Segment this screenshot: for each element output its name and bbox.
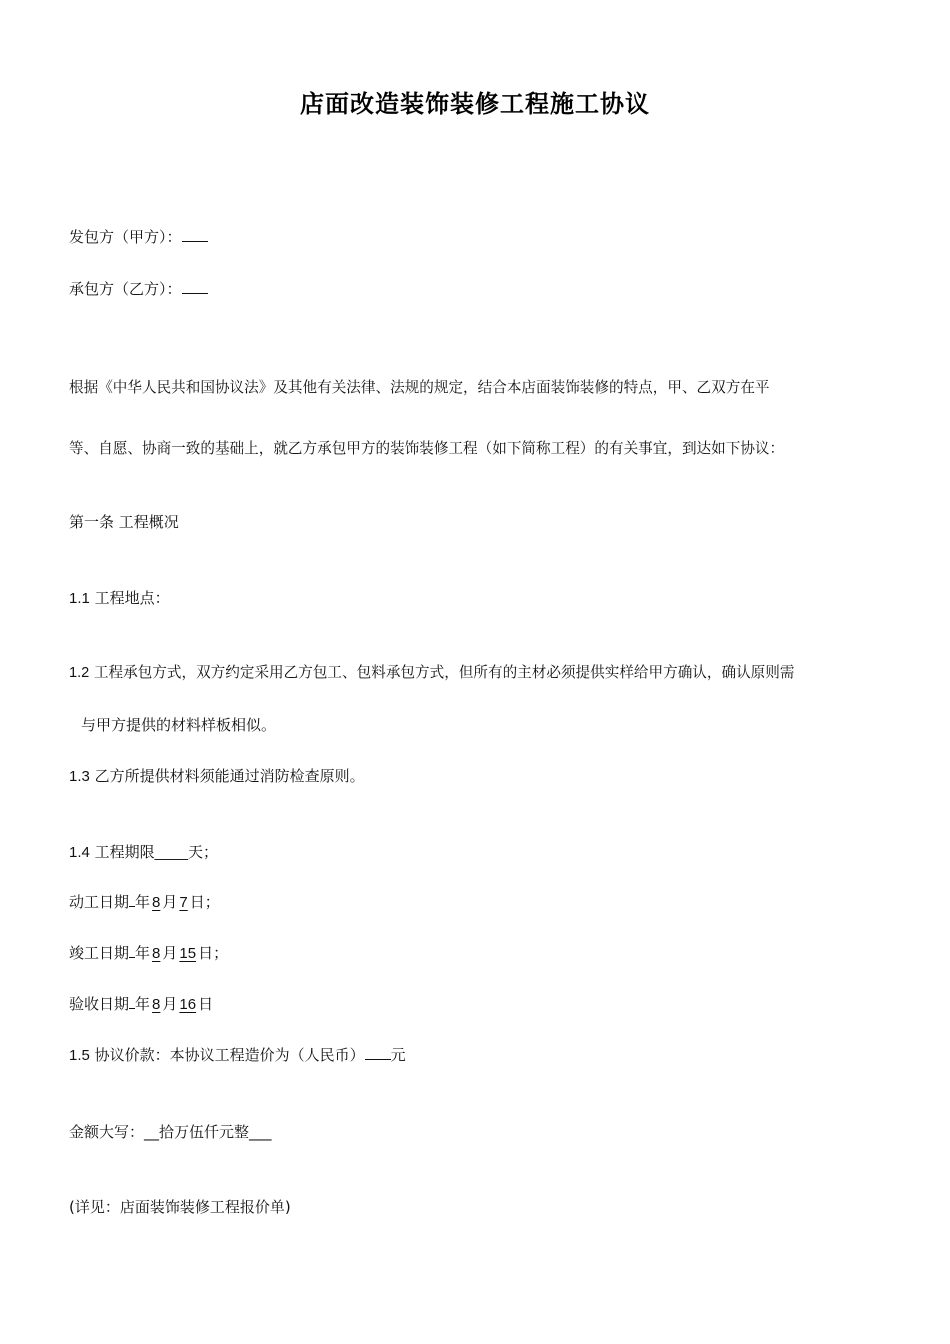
quote-note: (详见：店面装饰装修工程报价单) [69, 1198, 291, 1216]
item-1-1-text: 工程地点： [89, 589, 170, 607]
item-1-4-blank: ____ [154, 844, 189, 861]
item-1-3-text: 乙方所提供材料须能通过消防检查原则。 [89, 767, 365, 785]
party-a-line [69, 227, 208, 247]
item-1-1 [69, 588, 170, 609]
item-1-4-unit: 天； [188, 843, 219, 861]
party-b-label: 承包方（乙方）： [69, 280, 182, 298]
accept-date-day-value: 16 [179, 996, 197, 1013]
start-date-line [69, 892, 220, 913]
amount-label: 金额大写： [69, 1123, 145, 1141]
item-1-5-unit: 元 [390, 1046, 406, 1064]
start-date-month: 月 [162, 893, 178, 911]
start-date-year: 年 [135, 893, 151, 911]
article-1-heading: 第一条 工程概况 [69, 513, 179, 531]
end-date-line [69, 943, 228, 964]
end-date-month-value: 8 [152, 945, 161, 962]
document-title: 店面改造装饰装修工程施工协议 [300, 89, 650, 118]
item-1-3-number: 1.3 [69, 768, 90, 785]
item-1-5 [69, 1045, 406, 1066]
item-1-3 [69, 766, 365, 787]
accept-date-label: 验收日期 [69, 995, 130, 1013]
intro-line-2: 等、自愿、协商一致的基础上，就乙方承包甲方的装饰装修工程（如下简称工程）的有关事宜，到达如下协议： [69, 440, 785, 457]
item-1-5-price-blank [365, 1045, 391, 1060]
item-1-5-number: 1.5 [69, 1047, 90, 1064]
amount-line [69, 1122, 272, 1142]
item-1-2-text: 工程承包方式，双方约定采用乙方包工、包料承包方式，但所有的主材必须提供实样给甲方确认，确认原则需 [89, 664, 795, 681]
accept-date-year: 年 [135, 995, 151, 1013]
accept-date-month: 月 [162, 995, 178, 1013]
end-date-label: 竣工日期 [69, 944, 130, 962]
party-b-line [69, 279, 208, 299]
start-date-month-value: 8 [152, 894, 161, 911]
intro-line-1: 根据《中华人民共和国协议法》及其他有关法律、法规的规定，结合本店面装饰装修的特点，甲、乙双方在平 [69, 379, 770, 396]
accept-date-month-value: 8 [152, 996, 161, 1013]
item-1-4-number: 1.4 [69, 844, 90, 861]
item-1-1-number: 1.1 [69, 590, 90, 607]
accept-date-day: 日 [198, 995, 214, 1013]
party-a-label: 发包方（甲方）： [69, 228, 182, 246]
item-1-2 [69, 663, 794, 683]
item-1-4 [69, 842, 218, 863]
end-date-day: 日； [198, 944, 229, 962]
party-b-blank [182, 279, 208, 294]
item-1-2-continuation: 与甲方提供的材料样板相似。 [81, 716, 277, 734]
accept-date-line [69, 994, 213, 1015]
start-date-label: 动工日期 [69, 893, 130, 911]
item-1-2-number: 1.2 [69, 665, 90, 681]
start-date-day-value: 7 [179, 894, 188, 911]
end-date-month: 月 [162, 944, 178, 962]
end-date-day-value: 15 [179, 945, 197, 962]
item-1-4-text: 工程期限 [89, 843, 155, 861]
end-date-year: 年 [135, 944, 151, 962]
item-1-5-text: 协议价款：本协议工程造价为（人民币） [89, 1046, 365, 1064]
party-a-blank [182, 227, 208, 242]
amount-value: __拾万伍仟元整___ [144, 1123, 272, 1141]
start-date-day: 日； [189, 893, 220, 911]
